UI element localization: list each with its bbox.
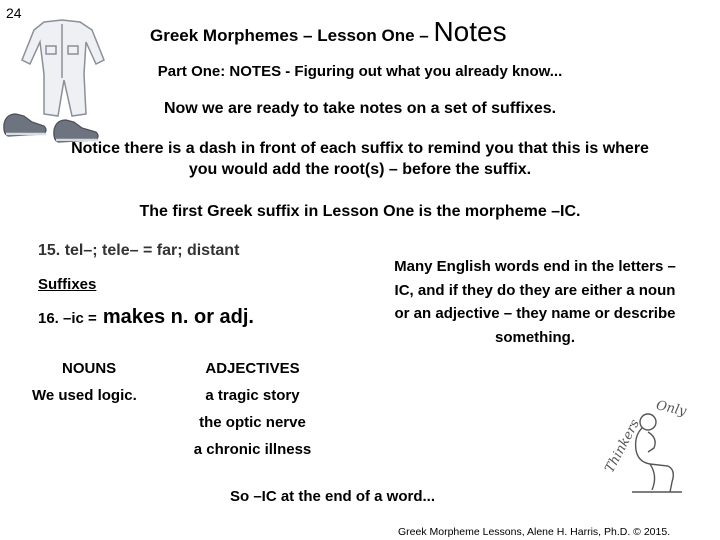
title-emphasis: Notes: [433, 16, 507, 47]
adjective-example: a chronic illness: [193, 441, 312, 458]
adjective-example: a tragic story: [205, 387, 300, 404]
clothes-clipart: [0, 18, 120, 153]
paragraph-first-suffix: The first Greek suffix in Lesson One is the morpheme –IC.: [139, 203, 581, 220]
adjectives-column: [180, 355, 325, 463]
side-note: Many English words end in the letters –IC, and if they do they are either a noun or an adjective – they name or describe something.: [394, 258, 676, 346]
part-one-heading: Part One: NOTES - Figuring out what you already know...: [157, 63, 563, 80]
item-16-label: 16. –ic =: [38, 310, 97, 327]
credit-line: Greek Morpheme Lessons, Alene H. Harris, Ph.D. © 2015.: [398, 526, 671, 538]
slide-title: [150, 16, 507, 48]
item-16-meaning: makes n. or adj.: [102, 306, 254, 328]
svg-text:Only: Only: [654, 398, 688, 420]
adjectives-heading: ADJECTIVES: [205, 360, 300, 377]
slide-number: 24: [6, 5, 22, 21]
item-15: 15. tel–; tele– = far; distant: [38, 242, 240, 259]
conclusion: So –IC at the end of a word...: [230, 488, 436, 505]
paragraph-dash: Notice there is a dash in front of each suffix to remind you that this is where you would add the root(s) – before the suffix.: [71, 140, 649, 178]
paragraph-suffixes: Now we are ready to take notes on a set of suffixes.: [163, 100, 557, 117]
noun-example: We used logic.: [32, 387, 137, 404]
item-16: [38, 306, 254, 329]
nouns-heading: NOUNS: [62, 360, 117, 377]
suffixes-label: Suffixes: [38, 276, 97, 293]
title-prefix: Greek Morphemes – Lesson One –: [150, 26, 429, 45]
thinker-logo-text: Thinkers: [602, 417, 643, 476]
adjective-example: the optic nerve: [199, 414, 306, 431]
thinker-logo: [588, 392, 698, 497]
